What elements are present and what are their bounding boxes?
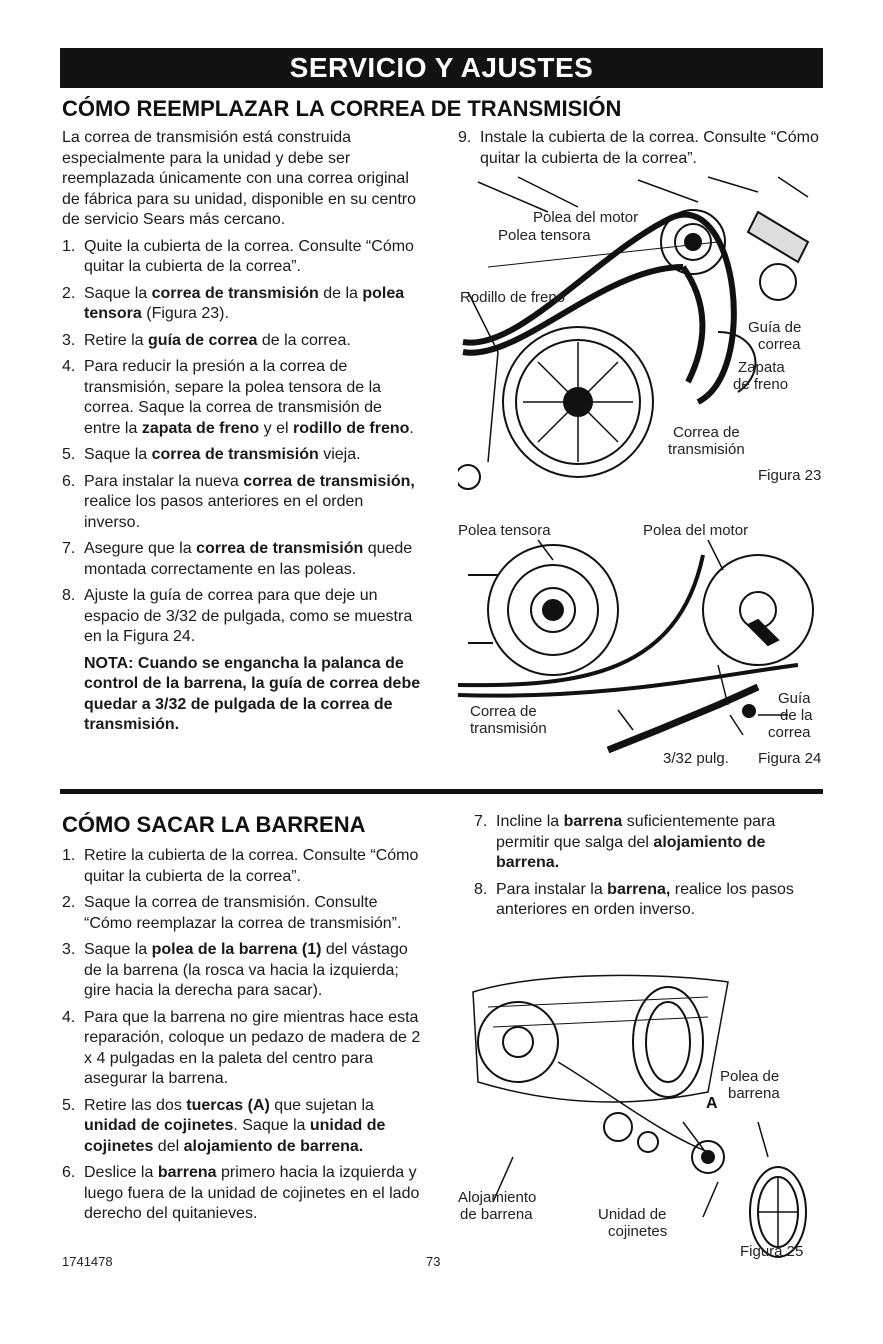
section-divider <box>60 789 823 794</box>
list-item <box>62 357 422 439</box>
belt-steps-list <box>62 237 422 648</box>
list-item-text: Ajuste la guía de correa para que deje un espacio de 3/32 de pulgada, como se muestra en la Figura 24. <box>84 587 413 645</box>
list-item-number: 6. <box>62 472 76 490</box>
list-item-number: 8. <box>62 587 76 604</box>
list-item-number: 6. <box>62 1164 76 1181</box>
list-item-text: Deslice la barrena primero hacia la izquierda y luego fuera de la unidad de cojinetes en el lado derecho del quitanieves. <box>84 1164 420 1222</box>
fig24-guia-label-2: de la <box>780 707 813 724</box>
list-item <box>62 472 422 534</box>
list-item <box>62 539 422 580</box>
figure-25-illustration <box>458 972 828 1262</box>
list-item <box>62 1008 427 1090</box>
footer-code: 1741478 <box>62 1254 113 1269</box>
list-item-text: Para reducir la presión a la correa de transmisión, separe la polea tensora de la correa. Saque la correa de transmisión de entre la zapata de freno y el rodillo de freno. <box>84 358 414 437</box>
list-item-text: Quite la cubierta de la correa. Consulte “Cómo quitar la cubierta de la correa”. <box>84 237 414 275</box>
list-item-text: Retire la guía de correa de la correa. <box>84 331 351 349</box>
list-item-number: 4. <box>62 1008 76 1026</box>
list-item-number: 3. <box>62 941 76 958</box>
list-item <box>62 1163 427 1225</box>
list-item <box>62 237 422 278</box>
list-item <box>474 812 829 874</box>
list-item-number: 3. <box>62 331 76 349</box>
list-item <box>62 846 427 887</box>
belt-intro: La correa de transmisión está construida especialmente para la unidad y debe ser reemplazada únicamente con una correa original de fábrica para su unidad, disponible en su centro de servicio Sears más cercano. <box>62 129 417 228</box>
fig25-unidad-label-2: cojinetes <box>608 1223 668 1240</box>
fig24-caption: Figura 24 <box>758 750 822 767</box>
list-item-number: 1. <box>62 237 76 255</box>
fig25-unidad-label-1: Unidad de <box>598 1206 667 1223</box>
belt-step9 <box>458 128 828 175</box>
auger-steps-list-left <box>62 846 427 1225</box>
fig24-polea-motor-label: Polea del motor <box>643 522 749 539</box>
auger-instructions-left <box>62 846 427 1231</box>
list-item-number: 7. <box>62 540 76 557</box>
list-item-number: 8. <box>474 880 488 898</box>
list-item <box>62 331 422 352</box>
list-item-number: 4. <box>62 358 76 375</box>
list-item <box>62 893 427 934</box>
fig25-polea-label-1: Polea de <box>720 1068 780 1085</box>
fig24-correa-label-2: transmisión <box>470 720 547 737</box>
list-item-text: Saque la correa de transmisión de la polea tensora (Figura 23). <box>84 284 405 322</box>
belt-note: NOTA: Cuando se engancha la palanca de control de la barrena, la guía de correa debe quedar a 3/32 de pulgada de la correa de transmisión. <box>84 654 421 733</box>
fig23-polea-tensora-label: Polea tensora <box>498 227 591 244</box>
list-item-text: Incline la barrena suficientemente para permitir que salga del alojamiento de barrena. <box>496 813 776 871</box>
fig24-guia-label-3: correa <box>768 724 811 741</box>
list-item-number: 2. <box>62 894 76 911</box>
fig23-correa-label-1: Correa de <box>673 424 740 441</box>
fig24-correa-label-1: Correa de <box>470 703 537 720</box>
auger-instructions-right <box>474 812 829 927</box>
list-item-text: Asegure que la correa de transmisión quede montada correctamente en las poleas. <box>84 540 413 578</box>
list-item <box>62 284 422 325</box>
fig25-polea-label-2: barrena <box>728 1085 780 1102</box>
list-item <box>62 940 427 1002</box>
list-item-text: Para instalar la nueva correa de transmisión, realice los pasos anteriores en el orden inverso. <box>84 472 415 531</box>
list-item-text: Saque la correa de transmisión. Consulte “Cómo reemplazar la correa de transmisión”. <box>84 894 402 932</box>
list-item <box>62 1096 427 1158</box>
fig25-alojamiento-label-1: Alojamiento <box>458 1189 537 1206</box>
fig23-zapata-label-1: Zapata <box>738 359 785 376</box>
section-title-belt: CÓMO REEMPLAZAR LA CORREA DE TRANSMISIÓN <box>62 96 622 121</box>
list-item-number: 1. <box>62 847 76 864</box>
belt-instructions-column <box>62 128 422 736</box>
figure-24-illustration <box>458 515 828 775</box>
fig23-polea-motor-label: Polea del motor <box>533 209 639 226</box>
list-item <box>62 445 422 466</box>
fig24-guia-label-1: Guía <box>778 690 811 707</box>
list-item-text: Retire la cubierta de la correa. Consulte “Cómo quitar la cubierta de la correa”. <box>84 847 419 885</box>
figure-23-illustration <box>458 172 828 492</box>
list-item-number: 7. <box>474 813 488 830</box>
footer-page-number: 73 <box>426 1254 441 1269</box>
list-item-text: Retire las dos tuercas (A) que sujetan la unidad de cojinetes. Saque la unidad de cojinetes del alojamiento de barrena. <box>84 1096 386 1155</box>
list-item-text: Saque la correa de transmisión vieja. <box>84 446 361 463</box>
fig23-zapata-label-2: de freno <box>733 376 789 393</box>
list-item-number: 5. <box>62 1096 76 1114</box>
fig23-guia-label-1: Guía de <box>748 319 802 336</box>
list-item-number: 2. <box>62 284 76 302</box>
fig25-alojamiento-label-2: de barrena <box>460 1206 533 1223</box>
section-banner: SERVICIO Y AJUSTES <box>60 48 823 88</box>
list-item-text: Para instalar la barrena, realice los pasos anteriores en orden inverso. <box>496 880 794 918</box>
fig23-correa-label-2: transmisión <box>668 441 745 458</box>
fig25-a-label: A <box>706 1095 718 1112</box>
list-item-text: Saque la polea de la barrena (1) del vástago de la barrena (la rosca va hacia la izquierda; gire hacia la derecha para sacar). <box>84 941 408 999</box>
fig24-polea-tensora-label: Polea tensora <box>458 522 551 539</box>
list-item <box>474 880 829 921</box>
fig24-gap-label: 3/32 pulg. <box>663 750 729 767</box>
fig23-rodillo-label: Rodillo de freno <box>460 289 566 306</box>
auger-steps-list-right <box>474 812 829 921</box>
fig23-guia-label-2: correa <box>758 336 801 353</box>
section-title-auger: CÓMO SACAR LA BARRENA <box>62 812 366 837</box>
list-item-number: 5. <box>62 446 76 463</box>
fig23-caption: Figura 23 <box>758 467 822 484</box>
list-item: 9. Instale la cubierta de la correa. Consulte “Cómo quitar la cubierta de la correa”. <box>458 129 819 167</box>
fig25-caption: Figura 25 <box>740 1243 804 1260</box>
list-item-text: Para que la barrena no gire mientras hace esta reparación, coloque un pedazo de madera de 2 x 4 pulgadas en la paleta del centro para asegurar la barrena. <box>84 1008 421 1087</box>
list-item <box>62 586 422 648</box>
